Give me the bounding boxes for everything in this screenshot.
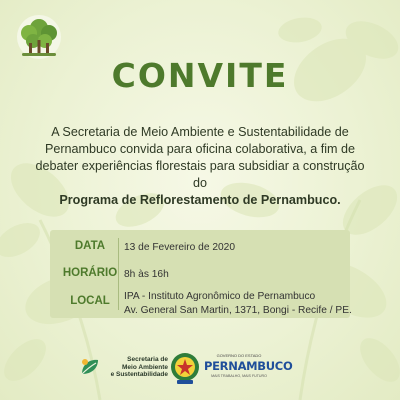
time-value: 8h às 16h <box>124 269 169 280</box>
program-name: Programa de Reflorestamento de Pernambuco. <box>59 193 341 207</box>
details-divider <box>118 238 119 310</box>
tree-logo-icon <box>16 14 62 60</box>
state-crest-icon <box>168 350 202 386</box>
intro-line: Pernambuco convida para oficina colaborativa, a fim de <box>44 142 356 156</box>
secretaria-text: e Sustentabilidade <box>110 371 168 378</box>
date-label: DATA <box>74 240 106 252</box>
date-value: 13 de Fevereiro de 2020 <box>124 242 236 253</box>
secretaria-logo <box>78 350 168 384</box>
state-name: PERNAMBUCO <box>204 359 293 373</box>
state-tagline: MAIS TRABALHO, MAIS FUTURO <box>211 374 267 378</box>
secretaria-text: Meio Ambiente <box>122 363 168 371</box>
page-title: CONVITE <box>111 56 289 95</box>
secretaria-leaf-icon <box>78 356 102 378</box>
location-value-line2: Av. General San Martin, 1371, Bongi - Recife / PE. <box>124 305 352 316</box>
intro-line: A Secretaria de Meio Ambiente e Sustentabilidade de <box>51 125 349 139</box>
location-value-line1: IPA - Instituto Agronômico de Pernambuco <box>124 291 316 302</box>
location-label: LOCAL <box>70 295 110 307</box>
pernambuco-wordmark <box>204 353 293 383</box>
time-label: HORÁRIO <box>62 267 118 279</box>
secretaria-text: Secretaria de <box>127 356 168 363</box>
governo-text: GOVERNO DO ESTADO <box>216 353 262 358</box>
intro-line: debater experiências florestais para subsidiar a construção do <box>35 159 365 190</box>
intro-paragraph <box>28 124 372 209</box>
